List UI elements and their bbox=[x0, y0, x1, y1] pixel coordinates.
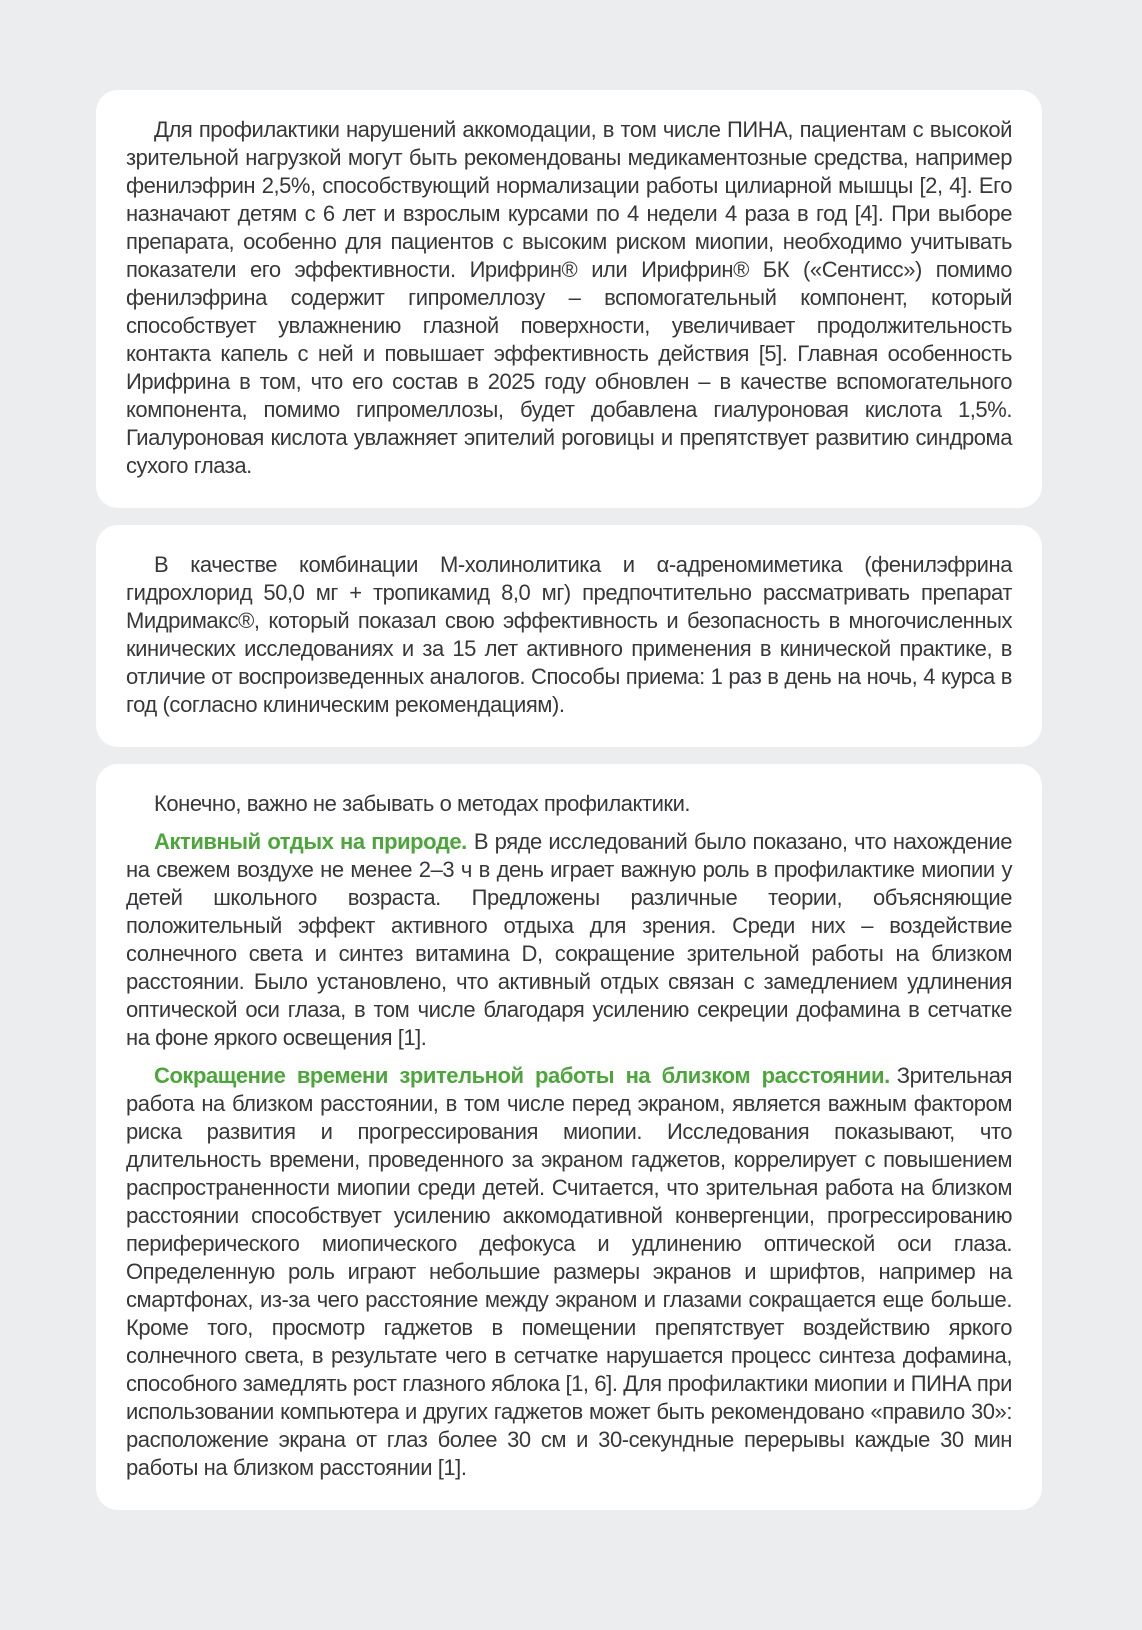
paragraph-text: Зрительная работа на близком расстоянии, в том числе перед экраном, является важным фактором риска развития и прогрессирования миопии. Исследования показывают, что длительность времени, проведенного за экраном гаджетов, коррелирует с повышением распространенности миопии среди детей. Считается, что зрительная работа на близком расстоянии способствует усилению аккомодативной конвергенции, прогрессированию периферического миопического дефокуса и удлинению оптической оси глаза. Определенную роль играют небольшие размеры экранов и шрифтов, например на смартфонах, из-за чего расстояние между экраном и глазами сокращается еще больше. Кроме того, просмотр гаджетов в помещении препятствует воздействию яркого солнечного света, в результате чего в сетчатке нарушается процесс синтеза дофамина, способного замедлять рост глазного яблока [1, 6]. Для профилактики миопии и ПИНА при использовании компьютера и других гаджетов может быть рекомендовано «правило 30»: расположение экрана от глаз более 30 см и 30-секундные перерывы каждые 30 мин работы на близком расстоянии [1]. bbox=[126, 1063, 1012, 1480]
paragraph-text: Для профилактики нарушений аккомодации, в том числе ПИНА, пациентам с высокой зрительной нагрузкой могут быть рекомендованы медикаментозные средства, например фенилэфрин 2,5%, способствующий нормализации работы цилиарной мышцы [2, 4]. Его назначают детям с 6 лет и взрослым курсами по 4 недели 4 раза в год [4]. При выборе препарата, особенно для пациентов с высоким риском миопии, необходимо учитывать показатели его эффективности. Ирифрин® или Ирифрин® БК («Сентисс») помимо фенилэфрина содержит гипромеллозу – вспомогательный компонент, который способствует увлажнению глазной поверхности, увеличивает продолжительность контакта капель с ней и повышает эффективность действия [5]. Главная особенность Ирифрина в том, что его состав в 2025 году обновлен – в качестве вспомогательного компонента, помимо гипромеллозы, будет добавлена гиалуроновая кислота 1,5%. Гиалуроновая кислота увлажняет эпителий роговицы и препятствует развитию синдрома сухого глаза. bbox=[126, 117, 1012, 478]
card-prevention-methods bbox=[96, 764, 1042, 1510]
card-combination-drug bbox=[96, 525, 1042, 747]
card-pharmacological-prevention bbox=[96, 90, 1042, 508]
paragraph-text: В ряде исследований было показано, что нахождение на свежем воздухе не менее 2–3 ч в день играет важную роль в профилактике миопии у детей школьного возраста. Предложены различные теории, объясняющие положительный эффект активного отдыха для зрения. Среди них – воздействие солнечного света и синтез витамина D, сокращение зрительной работы на близком расстоянии. Было установлено, что активный отдых связан с замедлением удлинения оптической оси глаза, в том числе благодаря усилению секреции дофамина в сетчатке на фоне яркого освещения [1]. bbox=[126, 829, 1013, 1050]
paragraph-text: В качестве комбинации М-холинолитика и α-адреномиметика (фенилэфрина гидрохлорид 50,0 мг + тропикамид 8,0 мг) предпочтительно рассматривать препарат Мидримакс®, который показал свою эффективность и безопасность в многочисленных кинических исследованиях и за 15 лет активного применения в кинической практике, в отличие от воспроизведенных аналогов. Способы приема: 1 раз в день на ночь, 4 курса в год (согласно клиническим рекомендациям). bbox=[126, 552, 1012, 717]
paragraph-text: Конечно, важно не забывать о методах профилактики. bbox=[154, 791, 691, 816]
section-heading-outdoor-activity: Активный отдых на природе. bbox=[154, 829, 467, 854]
paragraph bbox=[126, 828, 1012, 1052]
paragraph bbox=[126, 790, 1012, 818]
paragraph bbox=[126, 116, 1012, 480]
paragraph bbox=[126, 1062, 1012, 1482]
section-heading-reduce-near-work: Сокращение времени зрительной работы на близком расстоянии. bbox=[154, 1063, 890, 1088]
paragraph bbox=[126, 551, 1012, 719]
